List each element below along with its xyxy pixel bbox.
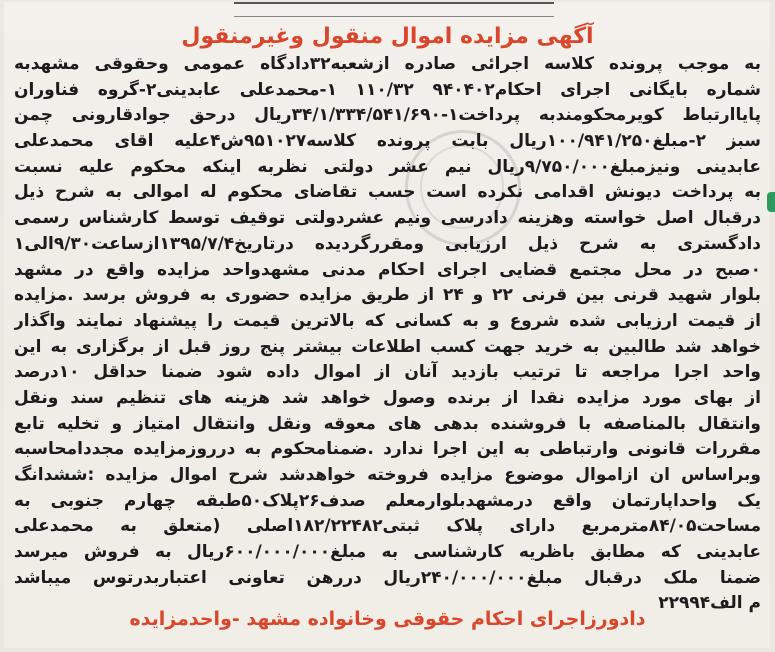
notice-title: آگهی مزایده اموال منقول وغیرمنقول [181,24,594,49]
notice-body [14,52,761,617]
notice-line-2: شماره بایگانی اجرای احکام۹۴۰۴۰۲ ۱۱۰/۳۲ ۱-محمدعلی عابدینی۲-گروه فناوران [14,79,761,100]
notice-line-7: درقبال اصل خواسته وهزینه دادرسی ونیم عشردولتی توقیف توسط کارشناس رسمی [14,208,761,229]
notice-line-12: خواهد شد طالبین به خرید جهت کسب اطلاعات بیشتر پنج روز قبل از برگزاری به این [14,336,761,357]
notice-footer-signature: دادورزاجرای احکام حقوقی وخانواده مشهد -واحدمزایده [129,608,646,630]
notice-line-14: از بهای مورد مزایده نقدا از برنده وصول خواهد شد هزینه های تنظیم سند ونقل [14,387,761,408]
notice-line-18: یک واحداپارتمان واقع درمشهدبلوارمعلم صدف۲۶پلاک۵۰طبقه چهارم جنوبی به [14,490,761,511]
notice-line-16: مقررات قانونی وارتباطی به این اجرا ندارد .ضمنامحکوم به درروزمزایده مجددامحاسبه [14,439,761,460]
notice-line-20: عابدینی که مطابق باظریه کارشناسی به مبلغ۶۰۰/۰۰۰/۰۰۰ریال به فروش میرسد [14,542,761,563]
notice-line-1: به موجب پرونده کلاسه اجرائی صادره ازشعبه۳۲دادگاه عمومی وحقوقی مشهدبه [14,54,761,74]
notice-line-19: مساحت۸۴/۰۵مترمربع دارای پلاک ثبتی۱۸۲/۲۲۴۸۲اصلی (متعلق به محمدعلی [14,516,761,537]
notice-line-22: م الف۲۲۹۹۴ [658,593,761,614]
notice-line-17: وبراساس ان ازاموال موضوع مزایده فروخته خواهدشد شرح اموال مزایده :ششدانگ [14,465,761,485]
notice-line-10: بلوار شهید قرنی بین قرنی ۲۲ و ۲۴ از طریق مزایده حضوری به فروش برسد .مزایده [14,285,761,306]
notice-line-21: ضمنا ملک درقبال مبلغ۲۴۰/۰۰۰/۰۰۰ریال دررهن تعاونی اعتباربدرتوس میباشد [14,567,761,588]
notice-line-9: ۰صبح در محل مجتمع قضایی اجرای احکام مدنی مشهدواحد مزایده واقع در مشهد [14,259,761,280]
notice-line-3: پایاارتباط کویرمحکومندبه پرداخت۱-۳۴/۱/۳۳۴/۵۴۱/۶۹۰ریال درحق جوادقارونی چمن [14,105,761,126]
notice-line-15: وانتقال بالمناصفه با فروشنده بدهی های معوقه ونقل وانتقال امتیاز و تخلیه تابع [14,413,761,434]
notice-line-13: واحد اجرا مراجعه تا ترتیب بازدید آنان از اموال داده شود ضمنا حداقل ۱۰درصد [14,362,761,383]
notice-line-5: عابدینی ونیزمبلغ۹/۷۵۰/۰۰۰ریال نیم عشر دولتی نظربه اینکه محکوم علیه نسبت [14,156,761,177]
edge-mark [767,192,775,212]
notice-line-11: از قیمت ارزیابی شده شروع و به کسانی که بالاترین قیمت را پیشنهاد نمایند واگذار [14,310,761,331]
notice-line-4: سبز ۲-مبلغ۱۰۰/۹۴۱/۲۵۰ریال بابت پرونده کلاسه۹۵۱۰۲۷ش۴علیه اقای محمدعلی [14,131,761,152]
top-border [234,2,554,17]
notice-line-6: به پرداخت دیونش اقدامی نکرده است حسب تقاضای محکوم له اموالی به شرح ذیل [14,182,761,203]
notice-line-8: دادگستری به شرح ذیل ارزیابی ومقررگردیده درتاریخ۱۳۹۵/۷/۴ازساعت۹/۳۰الی۱ [14,233,761,254]
